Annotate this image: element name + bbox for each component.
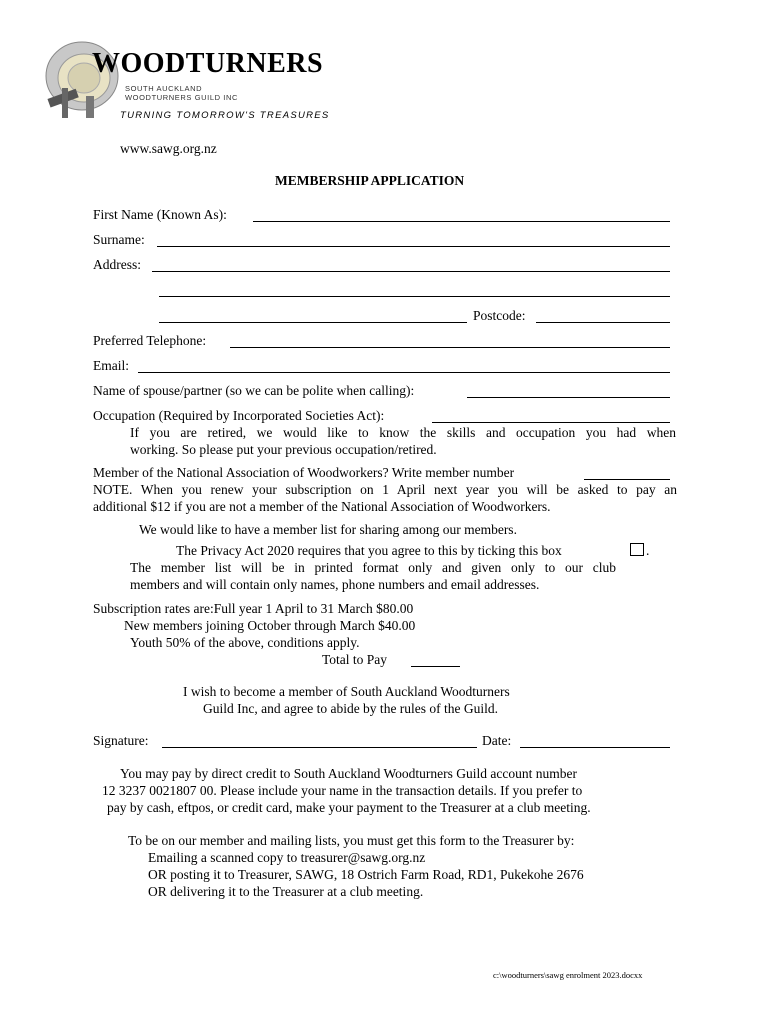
logo-tagline: TURNING TOMORROW'S TREASURES xyxy=(120,110,330,121)
file-path-footer: c:\woodturners\sawg enrolment 2023.docxx xyxy=(493,970,643,980)
submit-line-3: OR posting it to Treasurer, SAWG, 18 Ostrich Farm Road, RD1, Pukekohe 2676 xyxy=(148,867,584,882)
naw-number-field[interactable] xyxy=(584,479,670,480)
telephone-field[interactable] xyxy=(230,347,670,348)
first-name-field[interactable] xyxy=(253,221,670,222)
surname-label: Surname: xyxy=(93,232,145,247)
payment-line-1: You may pay by direct credit to South Auckland Woodturners Guild account number xyxy=(120,766,577,781)
occupation-field[interactable] xyxy=(432,422,670,423)
payment-line-2: 12 3237 0021807 00. Please include your name in the transaction details. If you prefer to xyxy=(102,783,583,798)
website-link[interactable]: www.sawg.org.nz xyxy=(120,141,217,156)
date-label: Date: xyxy=(482,733,512,748)
postcode-field[interactable] xyxy=(536,322,670,323)
submit-line-2: Emailing a scanned copy to treasurer@sawg.org.nz xyxy=(148,850,426,865)
naw-question: Member of the National Association of Woodworkers? Write member number xyxy=(93,465,515,480)
postcode-label: Postcode: xyxy=(473,308,526,323)
total-field[interactable] xyxy=(411,666,460,667)
rates-line-1: Subscription rates are:Full year 1 April to 31 March $80.00 xyxy=(93,601,414,616)
privacy-line-2-period: . xyxy=(646,543,650,558)
rates-line-2: New members joining October through March $40.00 xyxy=(124,618,416,633)
email-field[interactable] xyxy=(138,372,670,373)
signature-field[interactable] xyxy=(162,747,477,748)
telephone-label: Preferred Telephone: xyxy=(93,333,207,348)
privacy-consent-checkbox[interactable] xyxy=(630,543,644,556)
first-name-label: First Name (Known As): xyxy=(93,207,227,222)
address-field-line-1[interactable] xyxy=(152,271,670,272)
surname-field[interactable] xyxy=(157,246,670,247)
signature-label: Signature: xyxy=(93,733,149,748)
page-title: MEMBERSHIP APPLICATION xyxy=(275,173,465,188)
declaration-line-2: Guild Inc, and agree to abide by the rules of the Guild. xyxy=(203,701,499,716)
privacy-line-1: We would like to have a member list for sharing among our members. xyxy=(139,522,517,537)
privacy-line-2: The Privacy Act 2020 requires that you agree to this by ticking this box xyxy=(176,543,562,558)
submit-line-1: To be on our member and mailing lists, you must get this form to the Treasurer by: xyxy=(128,833,575,848)
date-field[interactable] xyxy=(520,747,670,748)
privacy-line-4: members and will contain only names, phone numbers and email addresses. xyxy=(130,577,540,592)
logo-sub-line-2: WOODTURNERS GUILD INC xyxy=(125,93,239,102)
payment-line-3: pay by cash, eftpos, or credit card, make your payment to the Treasurer at a club meeting. xyxy=(107,800,591,815)
occupation-label: Occupation (Required by Incorporated Societies Act): xyxy=(93,408,385,423)
address-field-line-3[interactable] xyxy=(159,322,467,323)
declaration-line-1: I wish to become a member of South Auckland Woodturners xyxy=(183,684,510,699)
logo-sub-line-1: SOUTH AUCKLAND xyxy=(125,84,203,93)
naw-note-line-2: additional $12 if you are not a member of the National Association of Woodworkers. xyxy=(93,499,551,514)
total-label: Total to Pay xyxy=(322,652,388,667)
retired-note-line-1: If you are retired, we would like to know the skills and occupation you had when xyxy=(130,425,676,440)
retired-note-line-2: working. So please put your previous occupation/retired. xyxy=(130,442,437,457)
rates-line-3: Youth 50% of the above, conditions apply. xyxy=(130,635,360,650)
logo-wordmark: WOODTURNERS xyxy=(92,48,324,79)
naw-note-line-1: NOTE. When you renew your subscription on 1 April next year you will be asked to pay an xyxy=(93,482,677,497)
address-field-line-2[interactable] xyxy=(159,296,670,297)
privacy-line-3: The member list will be in printed format only and given only to our club xyxy=(130,560,616,575)
spouse-label: Name of spouse/partner (so we can be polite when calling): xyxy=(93,383,415,398)
address-label: Address: xyxy=(93,257,141,272)
spouse-field[interactable] xyxy=(467,397,670,398)
submit-line-4: OR delivering it to the Treasurer at a club meeting. xyxy=(148,884,424,899)
email-label: Email: xyxy=(93,358,129,373)
